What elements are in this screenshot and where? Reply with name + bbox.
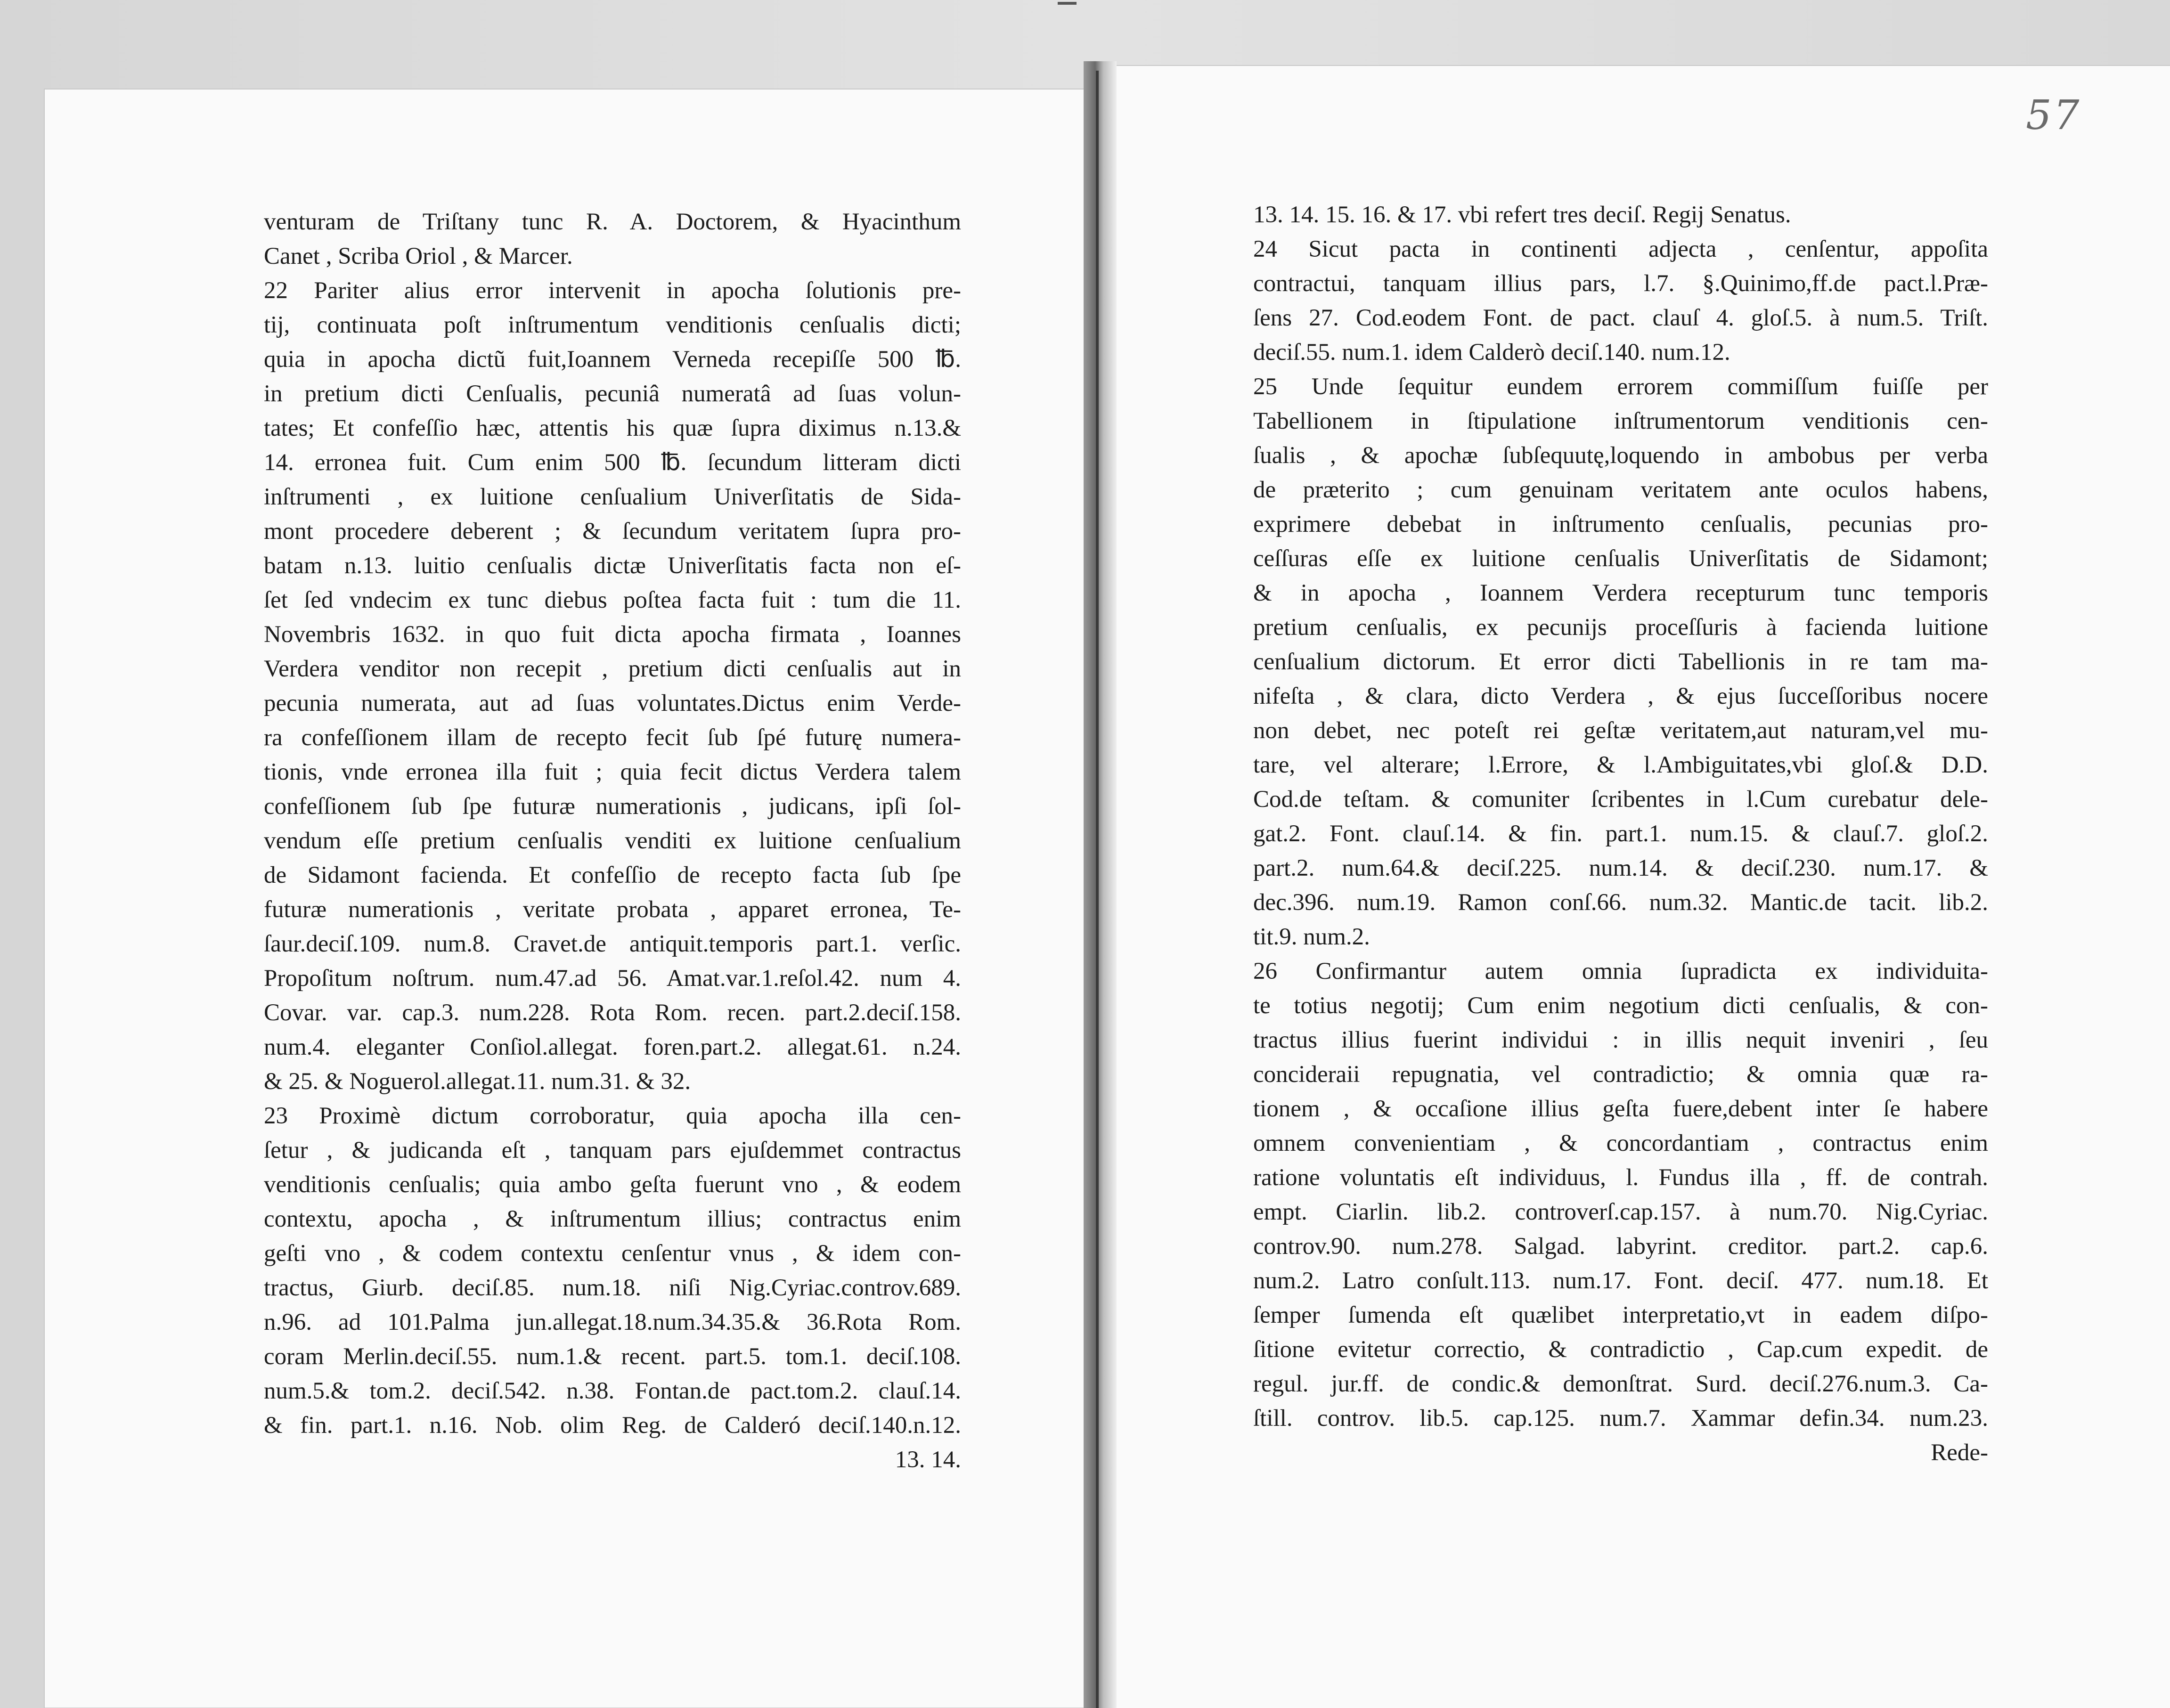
- text-line: Novembris 1632. in quo fuit dicta apocha firmata , Ioannes: [264, 621, 961, 648]
- text-line: tionis, vnde erronea illa fuit ; quia fecit dictus Verdera talem: [264, 759, 961, 785]
- text-line: & 25. & Noguerol.allegat.11. num.31. & 32.: [264, 1068, 691, 1095]
- text-line: deciſ.55. num.1. idem Calderò deciſ.140. num.12.: [1253, 339, 1730, 366]
- right-page-text: [1253, 198, 1988, 1470]
- text-line: & fin. part.1. n.16. Nob. olim Reg. de Calderó deciſ.140.n.12.: [264, 1412, 961, 1439]
- text-line: 13. 14. 15. 16. & 17. vbi refert tres deciſ. Regij Senatus.: [1253, 202, 1791, 228]
- text-line: ceſſuras eſſe ex luitione cenſualis Univerſitatis de Sidamont;: [1253, 545, 1988, 572]
- text-line: venturam de Triſtany tunc R. A. Doctorem, & Hyacinthum: [264, 209, 961, 235]
- text-line: dec.396. num.19. Ramon conſ.66. num.32. Mantic.de tacit. lib.2.: [1253, 889, 1988, 916]
- text-line: mont procedere deberent ; & ſecundum veritatem ſupra pro-: [264, 518, 961, 545]
- text-line: gat.2. Font. clauſ.14. & fin. part.1. num.15. & clauſ.7. gloſ.2.: [1253, 821, 1988, 847]
- text-line: ſet ſed vndecim ex tunc diebus poſtea facta fuit : tum die 11.: [264, 587, 961, 613]
- text-line: pretium cenſualis, ex pecunijs proceſſuris à facienda luitione: [1253, 614, 1988, 641]
- text-line: de Sidamont facienda. Et confeſſio de recepto facta ſub ſpe: [264, 862, 961, 888]
- text-line: vendum eſſe pretium cenſualis venditi ex luitione cenſualium: [264, 828, 961, 854]
- text-line: ſetur , & judicanda eſt , tanquam pars ejuſdemmet contractus: [264, 1137, 961, 1163]
- text-line: nifeſta , & clara, dicto Verdera , & ejus ſucceſſoribus nocere: [1253, 683, 1988, 709]
- text-line: 13. 14.: [895, 1447, 961, 1473]
- text-line: Verdera venditor non recepit , pretium dicti cenſualis aut in: [264, 656, 961, 682]
- binding-mark: [1058, 2, 1077, 5]
- text-line: batam n.13. luitio cenſualis dictæ Univerſitatis facta non eſ-: [264, 553, 961, 579]
- text-line: pecunia numerata, aut ad ſuas voluntates.Dictus enim Verde-: [264, 690, 961, 716]
- text-line: Cod.de teſtam. & comuniter ſcribentes in l.Cum curebatur dele-: [1253, 786, 1988, 813]
- text-line: futuræ numerationis , veritate probata , apparet erronea, Te-: [264, 896, 961, 923]
- text-line: coram Merlin.deciſ.55. num.1.& recent. part.5. tom.1. deciſ.108.: [264, 1343, 961, 1370]
- text-line: tij, continuata poſt inſtrumentum venditionis cenſualis dicti;: [264, 312, 961, 338]
- text-line: 23 Proximè dictum corroboratur, quia apocha illa cen-: [264, 1103, 961, 1129]
- text-line: tractus illius fuerint individui : in illis nequit inveniri , ſeu: [1253, 1027, 1988, 1053]
- text-line: controv.90. num.278. Salgad. labyrint. creditor. part.2. cap.6.: [1253, 1233, 1988, 1260]
- gutter-shadow-line: [1096, 71, 1099, 1708]
- text-line: Propoſitum noſtrum. num.47.ad 56. Amat.var.1.reſol.42. num 4.: [264, 965, 961, 992]
- left-page-text: [264, 205, 961, 1477]
- text-line: de præterito ; cum genuinam veritatem ante oculos habens,: [1253, 477, 1988, 503]
- text-line: tates; Et confeſſio hæc, attentis his quæ ſupra diximus n.13.&: [264, 415, 961, 441]
- text-line: contractui, tanquam illius pars, l.7. §.Quinimo,ff.de pact.l.Præ-: [1253, 270, 1988, 297]
- text-line: venditionis cenſualis; quia ambo geſta fuerunt vno , & eodem: [264, 1171, 961, 1198]
- text-line: regul. jur.ff. de condic.& demonſtrat. Surd. deciſ.276.num.3. Ca-: [1253, 1371, 1988, 1397]
- text-line: 26 Confirmantur autem omnia ſupradicta ex individuita-: [1253, 958, 1988, 984]
- text-line: 22 Pariter alius error intervenit in apocha ſolutionis pre-: [264, 277, 961, 304]
- text-line: Rede-: [1931, 1440, 1988, 1466]
- text-line: Covar. var. cap.3. num.228. Rota Rom. recen. part.2.deciſ.158.: [264, 1000, 961, 1026]
- text-line: part.2. num.64.& deciſ.225. num.14. & deciſ.230. num.17. &: [1253, 855, 1988, 881]
- text-line: cenſualium dictorum. Et error dicti Tabellionis in re tam ma-: [1253, 649, 1988, 675]
- text-line: ſtill. controv. lib.5. cap.125. num.7. Xammar defin.34. num.23.: [1253, 1405, 1988, 1431]
- text-line: empt. Ciarlin. lib.2. controverſ.cap.157. à num.70. Nig.Cyriac.: [1253, 1199, 1988, 1225]
- text-line: num.2. Latro conſult.113. num.17. Font. deciſ. 477. num.18. Et: [1253, 1268, 1988, 1294]
- text-line: ſitione evitetur correctio, & contradictio , Cap.cum expedit. de: [1253, 1336, 1988, 1363]
- text-line: exprimere debebat in inſtrumento cenſualis, pecunias pro-: [1253, 511, 1988, 537]
- text-line: num.5.& tom.2. deciſ.542. n.38. Fontan.de pact.tom.2. clauſ.14.: [264, 1378, 961, 1404]
- text-line: ſemper ſumenda eſt quælibet interpretatio,vt in eadem diſpo-: [1253, 1302, 1988, 1328]
- text-line: Tabellionem in ſtipulatione inſtrumentorum venditionis cen-: [1253, 408, 1988, 434]
- text-line: tare, vel alterare; l.Errore, & l.Ambiguitates,vbi gloſ.& D.D.: [1253, 752, 1988, 778]
- text-line: geſti vno , & codem contextu cenſentur vnus , & idem con-: [264, 1240, 961, 1267]
- text-line: ſualis , & apochæ ſubſequutę,loquendo in ambobus per verba: [1253, 442, 1988, 469]
- text-line: & in apocha , Ioannem Verdera recepturum tunc temporis: [1253, 580, 1988, 606]
- text-line: ſaur.deciſ.109. num.8. Cravet.de antiquit.temporis part.1. verſic.: [264, 931, 961, 957]
- text-line: Canet , Scriba Oriol , & Marcer.: [264, 243, 573, 269]
- text-line: quia in apocha dictũ fuit,Ioannem Verneda recepiſſe 500 ℔.: [264, 346, 961, 373]
- text-line: 25 Unde ſequitur eundem errorem commiſſum fuiſſe per: [1253, 374, 1988, 400]
- text-line: tit.9. num.2.: [1253, 924, 1370, 950]
- text-line: 24 Sicut pacta in continenti adjecta , cenſentur, appoſita: [1253, 236, 1988, 262]
- book-gutter: [1084, 61, 1117, 1708]
- text-line: non debet, nec poteſt rei geſtæ veritatem,aut naturam,vel mu-: [1253, 717, 1988, 744]
- text-line: tionem , & occaſione illius geſta fuere,debent inter ſe habere: [1253, 1096, 1988, 1122]
- text-line: tractus, Giurb. deciſ.85. num.18. niſi Nig.Cyriac.controv.689.: [264, 1275, 961, 1301]
- text-line: concideraii repugnatia, vel contradictio; & omnia quæ ra-: [1253, 1061, 1988, 1088]
- text-line: contextu, apocha , & inſtrumentum illius; contractus enim: [264, 1206, 961, 1232]
- text-line: ſens 27. Cod.eodem Font. de pact. clauſ 4. gloſ.5. à num.5. Triſt.: [1253, 305, 1988, 331]
- text-line: n.96. ad 101.Palma jun.allegat.18.num.34.35.& 36.Rota Rom.: [264, 1309, 961, 1335]
- text-line: te totius negotij; Cum enim negotium dicti cenſualis, & con-: [1253, 992, 1988, 1019]
- text-line: in pretium dicti Cenſualis, pecuniâ numeratâ ad ſuas volun-: [264, 381, 961, 407]
- text-line: omnem convenientiam , & concordantiam , contractus enim: [1253, 1130, 1988, 1156]
- folio-number: 57: [2026, 92, 2081, 139]
- text-line: num.4. eleganter Conſiol.allegat. foren.part.2. allegat.61. n.24.: [264, 1034, 961, 1060]
- text-line: ratione voluntatis eſt individuus, l. Fundus illa , ff. de contrah.: [1253, 1164, 1988, 1191]
- text-line: 14. erronea fuit. Cum enim 500 ℔. ſecundum litteram dicti: [264, 449, 961, 476]
- text-line: confeſſionem ſub ſpe futuræ numerationis , judicans, ipſi ſol-: [264, 793, 961, 820]
- text-line: inſtrumenti , ex luitione cenſualium Univerſitatis de Sida-: [264, 484, 961, 510]
- text-line: ra confeſſionem illam de recepto fecit ſub ſpé futurę numera-: [264, 724, 961, 751]
